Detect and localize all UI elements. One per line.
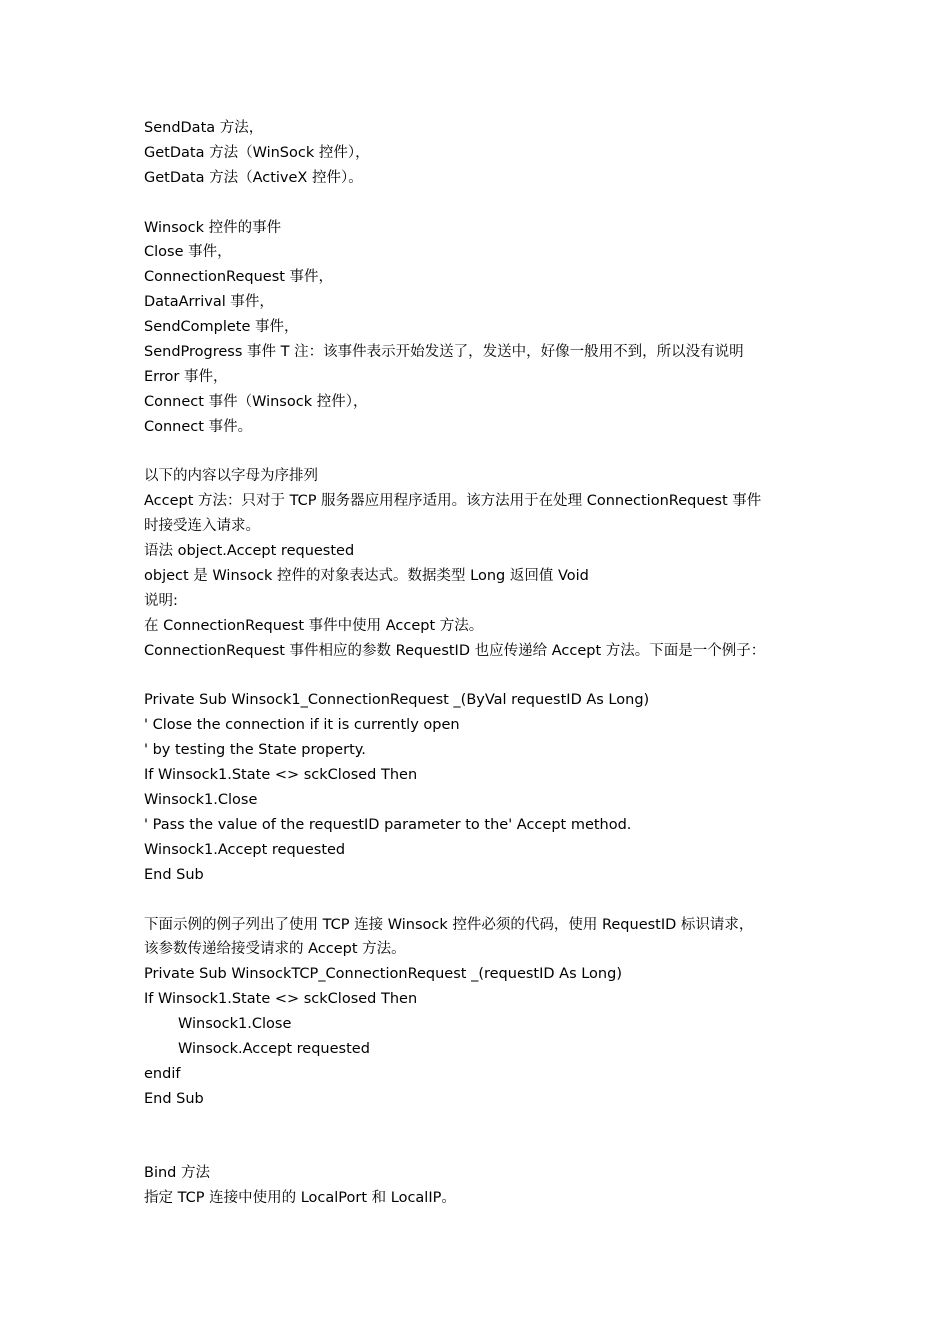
text-line: 说明: bbox=[144, 592, 178, 609]
text-line: SendComplete 事件， bbox=[144, 319, 299, 336]
blank-line bbox=[144, 888, 824, 913]
code-line: Winsock.Accept requested bbox=[178, 1040, 370, 1057]
code-line: If Winsock1.State <> sckClosed Then bbox=[144, 991, 418, 1008]
section-heading: Bind 方法 bbox=[144, 1165, 210, 1182]
code-line: End Sub bbox=[144, 866, 204, 883]
text-line: Accept 方法：只对于 TCP 服务器应用程序适用。该方法用于在处理 ConnectionRequest 事件 bbox=[144, 493, 762, 510]
code-line: Private Sub Winsock1_ConnectionRequest _(ByVal requestID As Long) bbox=[144, 692, 650, 709]
blank-line bbox=[144, 440, 824, 465]
code-line: Winsock1.Accept requested bbox=[144, 841, 346, 858]
text-line: Connect 事件。 bbox=[144, 418, 253, 435]
blank-line bbox=[144, 1137, 824, 1162]
text-line: ConnectionRequest 事件相应的参数 RequestID 也应传递给 Accept 方法。下面是一个例子： bbox=[144, 642, 766, 659]
code-line: If Winsock1.State <> sckClosed Then bbox=[144, 767, 418, 784]
text-line: 时接受连入请求。 bbox=[144, 518, 260, 535]
text-line: SendData 方法， bbox=[144, 120, 264, 136]
code-line: ' Pass the value of the requestID parameter to the' Accept method. bbox=[144, 816, 632, 833]
document-page bbox=[144, 116, 824, 1211]
text-line: ConnectionRequest 事件， bbox=[144, 269, 334, 286]
code-line: ' by testing the State property. bbox=[144, 742, 366, 759]
section-heading: 以下的内容以字母为序排列 bbox=[144, 468, 318, 485]
text-line: GetData 方法（ActiveX 控件）。 bbox=[144, 169, 363, 186]
text-line: GetData 方法（WinSock 控件）， bbox=[144, 144, 370, 161]
section-heading: Winsock 控件的事件 bbox=[144, 219, 282, 236]
blank-line bbox=[144, 191, 824, 216]
text-line: 该参数传递给接受请求的 Accept 方法。 bbox=[144, 941, 406, 958]
text-line: object 是 Winsock 控件的对象表达式。数据类型 Long 返回值 Void bbox=[144, 568, 589, 585]
code-line: Private Sub WinsockTCP_ConnectionRequest _(requestID As Long) bbox=[144, 966, 622, 983]
blank-line bbox=[144, 664, 824, 689]
text-line: SendProgress 事件 T 注：该事件表示开始发送了，发送中，好像一般用不到，所以没有说明 bbox=[144, 344, 744, 361]
text-line: 语法 object.Accept requested bbox=[144, 543, 355, 560]
code-line: Winsock1.Close bbox=[178, 1016, 292, 1033]
code-line: End Sub bbox=[144, 1090, 204, 1107]
text-line: Error 事件， bbox=[144, 368, 228, 385]
code-line: endif bbox=[144, 1065, 181, 1082]
text-line: Close 事件， bbox=[144, 244, 232, 261]
text-line: 在 ConnectionRequest 事件中使用 Accept 方法。 bbox=[144, 617, 484, 634]
text-line: Connect 事件（Winsock 控件）， bbox=[144, 393, 368, 410]
text-line: 指定 TCP 连接中使用的 LocalPort 和 LocalIP。 bbox=[144, 1190, 456, 1207]
code-line: Winsock1.Close bbox=[144, 792, 258, 809]
blank-line bbox=[144, 1112, 824, 1137]
code-line: ' Close the connection if it is currently open bbox=[144, 717, 460, 734]
text-line: 下面示例的例子列出了使用 TCP 连接 Winsock 控件必须的代码，使用 RequestID 标识请求， bbox=[144, 916, 754, 933]
text-line: DataArrival 事件， bbox=[144, 294, 274, 311]
